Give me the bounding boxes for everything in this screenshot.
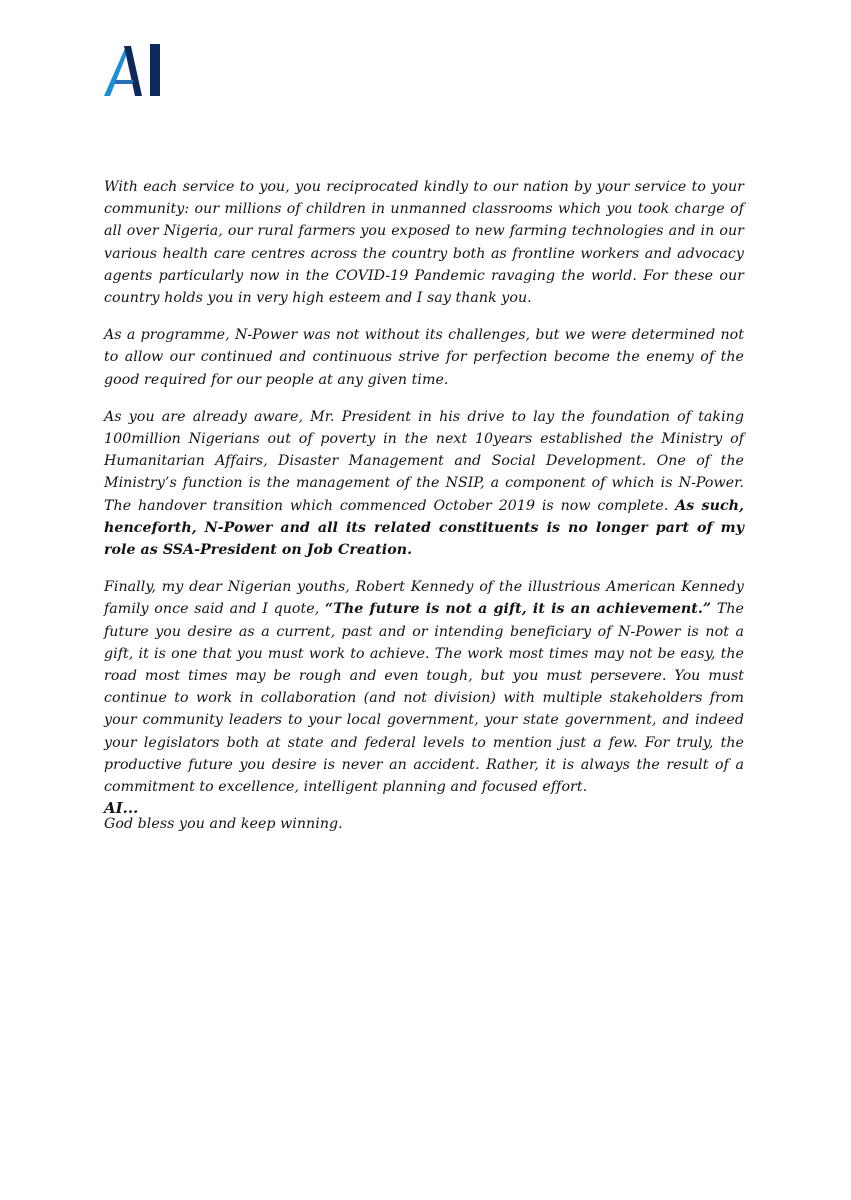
paragraph-finally <box>104 576 744 798</box>
letter-body <box>104 176 744 850</box>
paragraph-transition-text: As you are already aware, Mr. President in his drive to lay the foundation of taking 100million Nigerians out of poverty in the next 10years established the Ministry of Humanitarian Affairs, Disaster Management and Social Development. One of the Ministry’s function is the management of the NSIP, a component of which is N-Power. The handover transition which commenced October 2019 is now complete. <box>104 408 744 514</box>
paragraph-transition-emphasis: As such, henceforth, N-Power and all its related constituents is no longer part of my role as SSA-President on Job Creation. <box>104 497 745 559</box>
paragraph-transition <box>104 406 744 561</box>
initials-monogram-logo <box>104 42 168 98</box>
logo-a-right-stroke <box>124 46 142 96</box>
logo-svg <box>104 42 168 98</box>
signature: AI... <box>104 799 139 817</box>
paragraph-closing-text: God bless you and keep winning. <box>104 816 343 833</box>
paragraph-finally-body: The future you desire as a current, past and or intending beneficiary of N-Power is not a gift, it is one that you must work to achieve. The work most times may not be easy, the road most times may be rough and even tough, but you must persevere. You must continue to work in collaboration (and not division) with multiple stakeholders from your community leaders to your local government, your state government, and indeed your legislators both at state and federal levels to mention just a few. For truly, the productive future you desire is never an accident. Rather, it is always the result of a commitment to excellence, intelligent planning and focused effort. <box>104 601 744 796</box>
paragraph-challenges-text: As a programme, N-Power was not without its challenges, but we were determined not to allow our continued and continuous strive for perfection become the enemy of the good required for our people at any given time. <box>104 327 744 388</box>
paragraph-service-text: With each service to you, you reciprocated kindly to our nation by your service to your community: our millions of children in unmanned classrooms which you took charge of all over Nigeria, our rural farmers you exposed to new farming technologies and in our various health care centres across the country both as frontline workers and advocacy agents particularly now in the COVID-19 Pandemic ravaging the world. For these our country holds you in very high esteem and I say thank you. <box>104 179 744 307</box>
kennedy-quote: “The future is not a gift, it is an achievement.” <box>325 601 712 618</box>
paragraph-closing <box>104 813 744 835</box>
paragraph-service <box>104 176 744 309</box>
logo-a-crossbar <box>114 80 134 84</box>
paragraph-challenges <box>104 324 744 391</box>
logo-i-bar <box>150 44 160 96</box>
paragraph-finally-intro: Finally, my dear Nigerian youths, Robert Kennedy of the illustrious American Kennedy family once said and I quote, <box>104 579 744 618</box>
